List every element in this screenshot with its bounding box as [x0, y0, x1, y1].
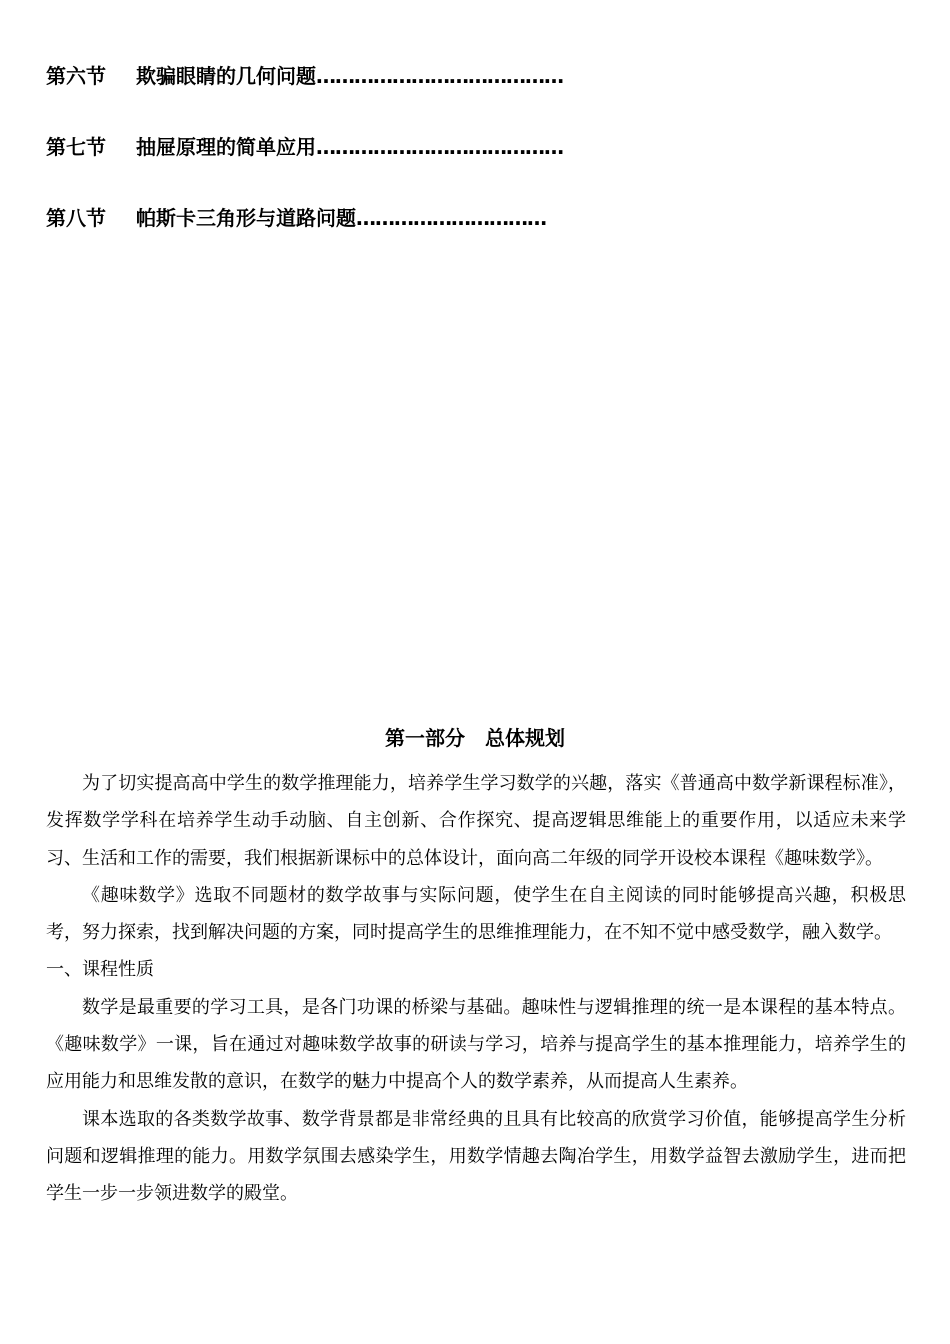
paragraph-content-selection: 课本选取的各类数学故事、数学背景都是非常经典的且具有比较高的欣赏学习价值，能够提高学生分析问题和逻辑推理的能力。用数学氛围去感染学生，用数学情趣去陶冶学生，用数学益智去激励学生，进而把学生一步一步领进数学的殿堂。 — [46, 1108, 906, 1205]
toc-section-number: 第六节 — [46, 64, 106, 88]
document-body — [46, 765, 906, 1213]
paragraph-course-nature: 数学是最重要的学习工具，是各门功课的桥梁与基础。趣味性与逻辑推理的统一是本课程的基本特点。《趣味数学》一课，旨在通过对趣味数学故事的研读与学习，培养与提高学生的基本推理能力，培养学生的应用能力和思维发散的意识，在数学的魅力中提高个人的数学素养，从而提高人生素养。 — [46, 996, 906, 1093]
paragraph-book-description: 《趣味数学》选取不同题材的数学故事与实际问题，使学生在自主阅读的同时能够提高兴趣，积极思考，努力探索，找到解决问题的方案，同时提高学生的思维推理能力，在不知不觉中感受数学，融入数学。 — [46, 884, 906, 944]
toc-section-title: 帕斯卡三角形与道路问题 — [136, 206, 356, 230]
table-of-contents — [46, 58, 906, 271]
toc-section-number: 第七节 — [46, 135, 106, 159]
toc-entry-section-6 — [46, 58, 906, 94]
toc-entry-section-8 — [46, 200, 906, 236]
toc-leader-dots: ………………………………… — [316, 135, 563, 159]
toc-leader-dots: ………………………… — [356, 206, 546, 230]
toc-section-number: 第八节 — [46, 206, 106, 230]
toc-section-title: 欺骗眼睛的几何问题 — [136, 64, 316, 88]
toc-leader-dots: ………………………………… — [316, 64, 563, 88]
section-heading-course-nature: 一、课程性质 — [46, 959, 154, 981]
part-heading: 第一部分 总体规划 — [385, 726, 565, 750]
paragraph-intro: 为了切实提高高中学生的数学推理能力，培养学生学习数学的兴趣，落实《普通高中数学新课程标准》，发挥数学学科在培养学生动手动脑、自主创新、合作探究、提高逻辑思维能上的重要作用，以适应未来学习、生活和工作的需要，我们根据新课标中的总体设计，面向高二年级的同学开设校本课程《趣味数学》。 — [46, 773, 906, 869]
toc-entry-section-7 — [46, 129, 906, 165]
toc-section-title: 抽屉原理的简单应用 — [136, 135, 316, 159]
